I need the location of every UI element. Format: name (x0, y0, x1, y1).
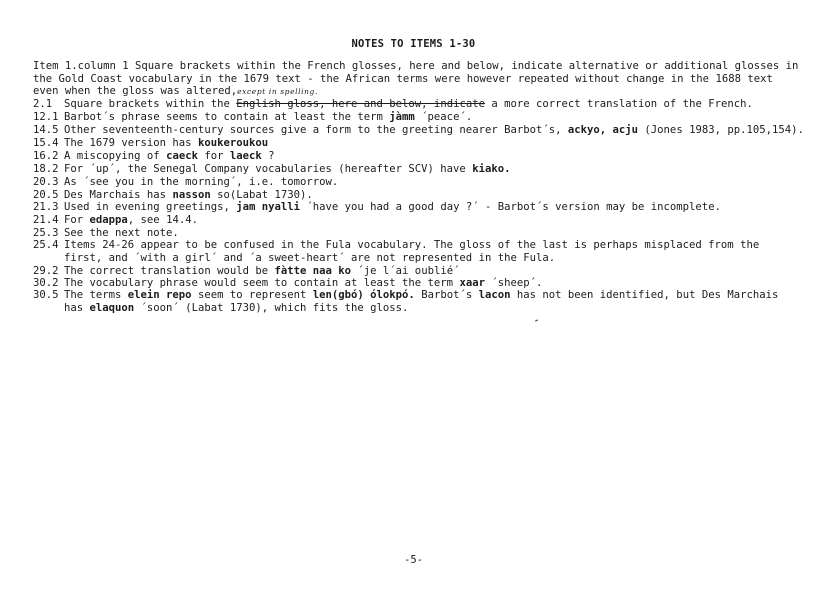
vernacular-term: koukeroukou (197, 137, 269, 149)
note-number: 25.3 (33, 227, 59, 239)
page-number: -5- (404, 554, 423, 566)
note-text: The vocabulary phrase would seem to contain at least the term xaar ´sheep´. (64, 277, 543, 289)
note-text: As ´see you in the morning´, i.e. tomorrow. (64, 176, 339, 188)
note-number: 18.2 (33, 163, 59, 175)
note-text: Barbot´s phrase seems to contain at least the term jàmm ´peace´. (64, 111, 473, 123)
vernacular-term: len(gbó) ólokpó. (312, 289, 415, 301)
note-number: 25.4 (33, 239, 59, 251)
note-number: 30.2 (33, 277, 59, 289)
note-number: 2.1 (33, 98, 53, 110)
note-text: See the next note. (64, 227, 179, 239)
note-number: 15.4 (33, 137, 59, 149)
vernacular-term: fàtte naa ko (274, 265, 352, 277)
note-number: 14.5 (33, 124, 59, 136)
note-text: The terms elein repo seem to represent len(gbó) ólokpó. Barbot´s lacon has not been identified, but Des Marchais has elaquon ´soon´ (Labat 1730), which fits the gloss. (64, 289, 779, 314)
intro-line: the Gold Coast vocabulary in the 1679 text - the African terms were however repeated without change in the 1688 text (33, 72, 773, 85)
vernacular-term: xaar (459, 277, 485, 289)
note-text: Other seventeenth-century sources give a form to the greeting nearer Barbot´s, ackyo, acju (Jones 1983, pp.105,154). (64, 124, 804, 136)
vernacular-term: jàmm (389, 111, 415, 123)
note-text: Used in evening greetings, jam nyalli ´have you had a good day ?´ - Barbot´s version may be incomplete. (64, 201, 721, 213)
note-number: 20.3 (33, 176, 59, 188)
note-text: For edappa, see 14.4. (64, 214, 198, 226)
note-number: 21.4 (33, 214, 59, 226)
note-number: 30.5 (33, 289, 59, 301)
note-text: For ´up´, the Senegal Company vocabularies (hereafter SCV) have kiako. (64, 163, 511, 175)
vernacular-term: edappa (89, 214, 128, 226)
vernacular-term: elein repo (127, 289, 192, 301)
vernacular-term: caeck (166, 150, 198, 162)
scan-speck (535, 319, 538, 321)
vernacular-term: ackyo, acju (567, 124, 639, 136)
intro-text: even when the gloss was altered, (33, 85, 238, 98)
vernacular-term: elaquon (89, 301, 135, 314)
vernacular-term: jam nyalli (236, 201, 300, 213)
note-text: A miscopying of caeck for laeck ? (64, 150, 275, 162)
vernacular-term: laeck (229, 150, 262, 162)
note-text: Des Marchais has nasson so(Labat 1730). (64, 189, 313, 201)
note-number: 16.2 (33, 150, 59, 162)
note-text: The correct translation would be fàtte naa ko ´je l´ai oublié´ (64, 265, 460, 277)
vernacular-term: lacon (478, 289, 511, 301)
intro-line: Item 1.column 1 Square brackets within the French glosses, here and below, indicate alternative or additional glosses in (33, 60, 799, 72)
note-number: 12.1 (33, 111, 59, 123)
vernacular-term: kiako. (472, 163, 511, 175)
note-text: Square brackets within the English gloss, here and below, indicate a more correct translation of the French. (64, 98, 753, 110)
note-number: 29.2 (33, 265, 59, 277)
note-text: Items 24-26 appear to be confused in the Fula vocabulary. The gloss of the last is perhaps misplaced from the first, and ´with a girl´ and ´a sweet-heart´ are not represented in the Fula. (64, 239, 760, 264)
page-title: NOTES TO ITEMS 1-30 (351, 38, 476, 50)
intro-paragraph (33, 60, 803, 99)
struck-text: English gloss, here and below, indicate (236, 98, 485, 110)
vernacular-term: nasson (172, 189, 211, 201)
handwritten-annotation: except in spelling. (237, 87, 318, 97)
note-number: 20.5 (33, 189, 59, 201)
note-number: 21.3 (33, 201, 59, 213)
note-text: The 1679 version has koukeroukou (64, 137, 269, 149)
